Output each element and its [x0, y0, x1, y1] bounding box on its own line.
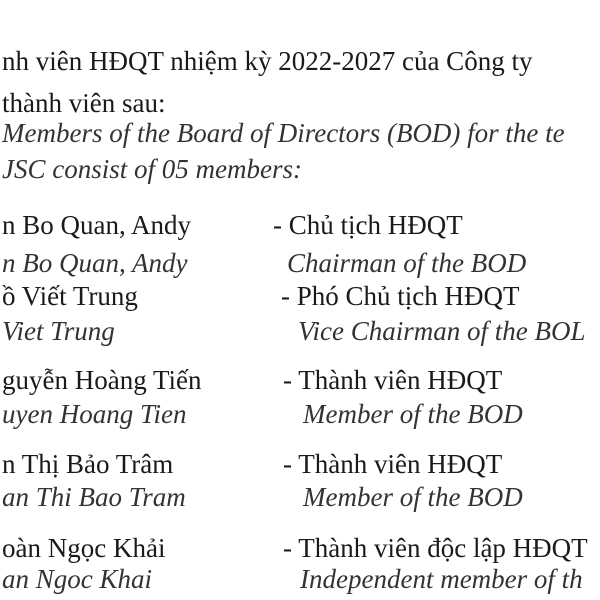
member-name-vi: oàn Ngọc Khải: [2, 533, 166, 563]
member-role-en: Vice Chairman of the BOL: [298, 316, 586, 346]
member-name-vi: n Bo Quan, Andy: [2, 210, 191, 240]
member-role-vi: - Thành viên độc lập HĐQT: [283, 533, 588, 563]
member-role-vi: - Phó Chủ tịch HĐQT: [281, 281, 520, 311]
member-role-en: Member of the BOD: [303, 399, 523, 429]
member-role-en: Chairman of the BOD: [287, 248, 527, 278]
member-name-en: n Bo Quan, Andy: [2, 248, 188, 278]
intro-vi-line-1: nh viên HĐQT nhiệm kỳ 2022-2027 của Công ty: [2, 46, 533, 76]
intro-en-line-2: JSC consist of 05 members:: [2, 154, 302, 184]
intro-en-line-1: Members of the Board of Directors (BOD) for the te: [2, 118, 565, 148]
member-name-vi: n Thị Bảo Trâm: [2, 449, 174, 479]
member-role-vi: - Thành viên HĐQT: [283, 365, 503, 395]
member-name-en: Viet Trung: [2, 316, 115, 346]
member-role-en: Member of the BOD: [303, 482, 523, 512]
intro-vi-line-2: thành viên sau:: [2, 88, 166, 118]
member-name-en: uyen Hoang Tien: [2, 399, 187, 429]
member-name-vi: ồ Viết Trung: [2, 281, 138, 311]
member-name-en: an Ngoc Khai: [2, 564, 153, 594]
member-name-en: an Thi Bao Tram: [2, 482, 186, 512]
member-role-vi: - Chủ tịch HĐQT: [273, 210, 463, 240]
member-role-vi: - Thành viên HĐQT: [283, 449, 503, 479]
member-role-en: Independent member of th: [300, 564, 583, 594]
member-name-vi: guyễn Hoàng Tiến: [2, 365, 202, 395]
